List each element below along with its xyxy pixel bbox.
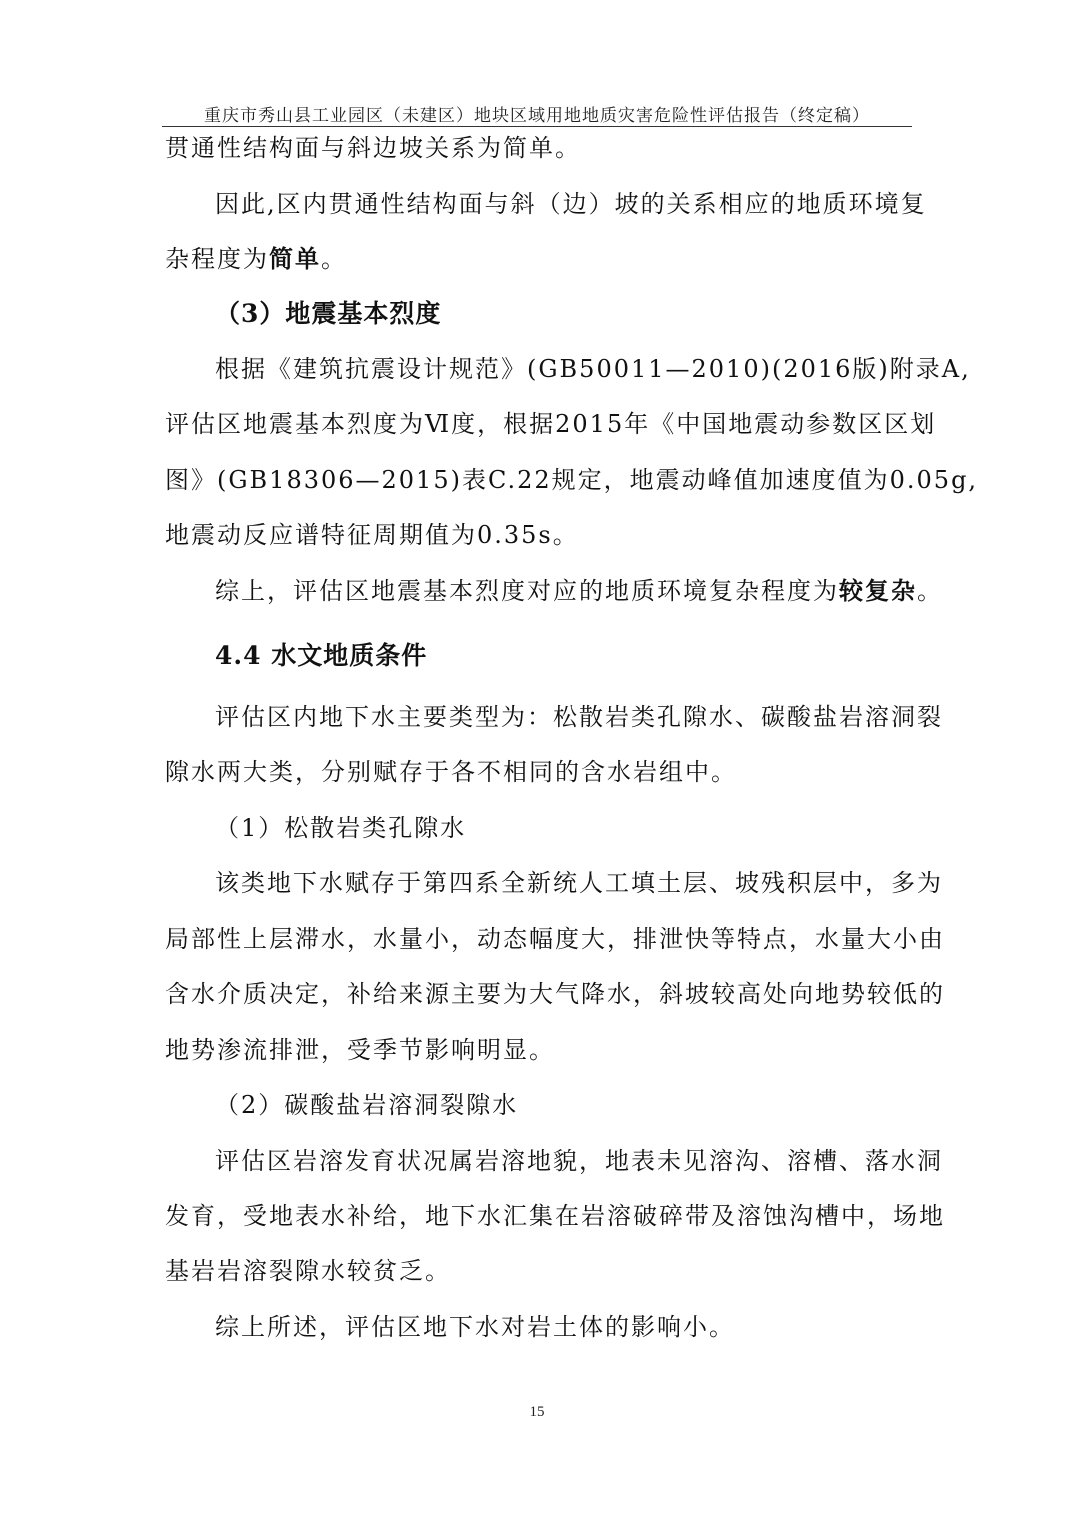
text-line — [165, 244, 910, 274]
subsection-heading: （1）松散岩类孔隙水 — [215, 814, 467, 842]
text-line: 该类地下水赋存于第四系全新统人工填土层、坡残积层中，多为 — [215, 869, 943, 897]
text-line: 地震动反应谱特征周期值为0.35s。 — [165, 521, 579, 549]
text-line: 局部性上层滞水，水量小，动态幅度大，排泄快等特点，水量大小由 — [165, 925, 945, 953]
section-heading: 4.4 水文地质条件 — [215, 641, 428, 670]
subsection-heading: （2）碳酸盐岩溶洞裂隙水 — [215, 1091, 519, 1119]
text-run: 。 — [321, 245, 347, 273]
running-header: 重庆市秀山县工业园区（未建区）地块区域用地地质灾害危险性评估报告（终定稿） — [204, 106, 870, 126]
text-line — [215, 576, 943, 606]
text-line: 隙水两大类，分别赋存于各不相同的含水岩组中。 — [165, 758, 737, 786]
text-run: 杂程度为 — [165, 245, 269, 273]
text-line: 评估区岩溶发育状况属岩溶地貌，地表未见溶沟、溶槽、落水洞 — [215, 1147, 943, 1175]
text-line: 含水介质决定，补给来源主要为大气降水，斜坡较高处向地势较低的 — [165, 980, 945, 1008]
text-line: 综上所述，评估区地下水对岩土体的影响小。 — [215, 1313, 735, 1341]
text-line: 贯通性结构面与斜边坡关系为简单。 — [165, 134, 581, 162]
text-line: 因此,区内贯通性结构面与斜（边）坡的关系相应的地质环境复 — [215, 190, 927, 218]
text-run: 。 — [917, 577, 943, 605]
header-rule — [162, 126, 912, 127]
text-line: 基岩岩溶裂隙水较贫乏。 — [165, 1257, 451, 1285]
subsection-heading: （3）地震基本烈度 — [215, 299, 442, 328]
text-line: 地势渗流排泄，受季节影响明显。 — [165, 1036, 555, 1064]
emphasis-text: 较复杂 — [839, 576, 917, 605]
text-line: 图》(GB18306—2015)表C.22规定，地震动峰值加速度值为0.05g, — [165, 466, 979, 494]
text-line: 发育，受地表水补给，地下水汇集在岩溶破碎带及溶蚀沟槽中，场地 — [165, 1202, 945, 1230]
text-line: 评估区内地下水主要类型为：松散岩类孔隙水、碳酸盐岩溶洞裂 — [215, 703, 943, 731]
page-number: 15 — [529, 1404, 545, 1420]
emphasis-text: 简单 — [269, 244, 321, 273]
text-run: 综上，评估区地震基本烈度对应的地质环境复杂程度为 — [215, 577, 839, 605]
text-line: 评估区地震基本烈度为Ⅵ度，根据2015年《中国地震动参数区区划 — [165, 410, 937, 438]
text-line: 根据《建筑抗震设计规范》(GB50011—2010)(2016版)附录A, — [215, 355, 971, 383]
